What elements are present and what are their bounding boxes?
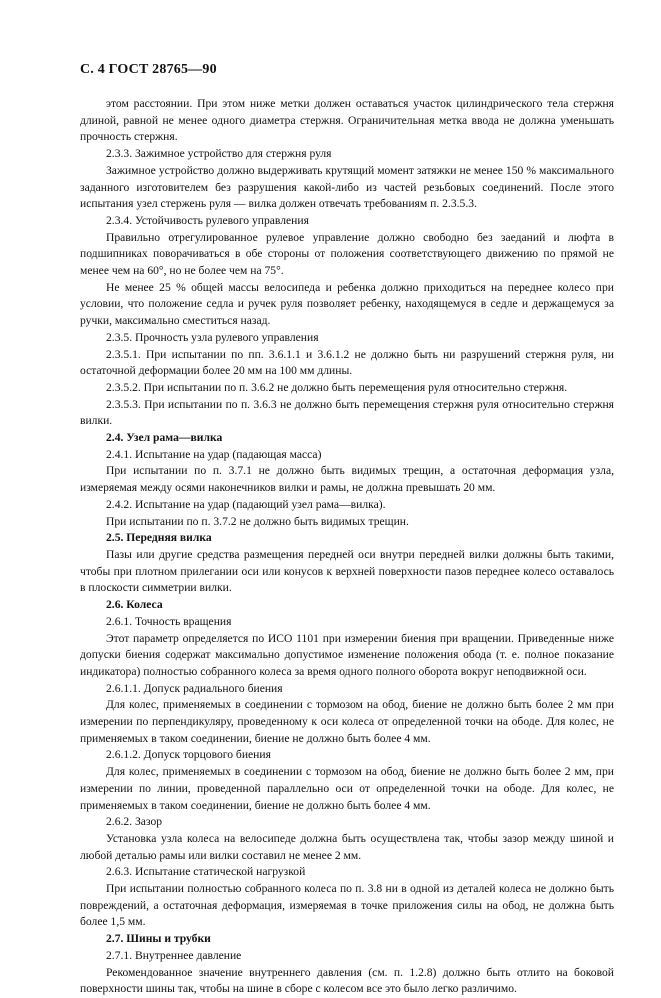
paragraph: При испытании полностью собранного колеса по п. 3.8 ни в одной из деталей колеса не должно быть повреждений, а остаточная деформация, измеряемая в точке приложения силы на обод, не должна быть более 1,5 мм.: [80, 882, 614, 929]
paragraph: Правильно отрегулированное рулевое управление должно свободно без заеданий и люфта в подшипниках поворачиваться в обе стороны от положения соответствующего движению по прямой не менее чем на 60°, но не более чем на 75°.: [80, 230, 614, 278]
paragraph: 2.3.5.3. При испытании по п. 3.6.3 не должно быть перемещения стержня руля относительно стержня вилки.: [80, 397, 614, 428]
paragraph: Зажимное устройство должно выдерживать крутящий момент затяжки не менее 150 % максимального заданного изготовителем без разрушения какой-либо из частей резьбовых соединений. После этого испытания узел стержень руля — вилка должен отвечать требованиям п. 2.3.5.3.: [80, 163, 614, 211]
subsection-heading: 2.6.1.2. Допуск торцового биения: [106, 748, 271, 762]
paragraph: 2.3.5.1. При испытании по пп. 3.6.1.1 и 3.6.1.2 не должно быть ни разрушений стержня руля, ни остаточной деформации более 20 мм на 100 мм длины.: [80, 347, 614, 378]
subsection-heading: 2.3.5. Прочность узла рулевого управления: [106, 330, 319, 344]
subsection-heading: 2.6.1.1. Допуск радиального биения: [106, 681, 283, 695]
subsection-heading: 2.7.1. Внутреннее давление: [106, 948, 242, 962]
subsection-heading: 2.6.3. Испытание статической нагрузкой: [106, 865, 306, 879]
paragraph: При испытании по п. 3.7.2 не должно быть видимых трещин.: [106, 514, 409, 528]
subsection-heading: 2.6.1. Точность вращения: [106, 614, 232, 628]
paragraph: При испытании по п. 3.7.1 не должно быть видимых трещин, а остаточная деформация узла, измеряемая между осями наконечников вилки и рамы, не должна превышать 20 мм.: [80, 464, 614, 495]
section-heading: 2.5. Передняя вилка: [106, 531, 212, 545]
paragraph: 2.3.5.2. При испытании по п. 3.6.2 не должно быть перемещения руля относительно стержня.: [106, 380, 568, 394]
paragraph: Для колес, применяемых в соединении с тормозом на обод, биение не должно быть более 2 мм, при измерении по линии, проведенной параллельно оси от определенной точки на ободе. Для колес, не применяемых в таком соединении, биение не должно быть более 4 мм.: [80, 765, 614, 812]
paragraph: этом расстоянии. При этом ниже метки должен оставаться участок цилиндрического тела стержня длиной, равной не менее одного диаметра стержня. Ограничительная метка ввода не должна уменьшать прочность стержня.: [80, 97, 614, 144]
page-header: С. 4 ГОСТ 28765—90: [80, 62, 217, 77]
paragraph: Пазы или другие средства размещения передней оси внутри передней вилки должны быть такими, чтобы при плотном прилегании оси или конусов к верхней поверхности пазов переднее колесо оставалось в плоскости симметрии вилки.: [80, 547, 614, 595]
subsection-heading: 2.4.2. Испытание на удар (падающий узел рама—вилка).: [106, 497, 386, 511]
section-heading: 2.4. Узел рама—вилка: [106, 431, 223, 445]
subsection-heading: 2.6.2. Зазор: [106, 815, 163, 829]
document-body: [80, 96, 614, 998]
paragraph: Для колес, применяемых в соединении с тормозом на обод, биение не должно быть более 2 мм при измерении по перпендикуляру, проведенному к оси колеса от определенной точки на ободе. Для колес, не применяемых в таком соединении, биение не должно быть более 4 мм.: [80, 698, 614, 745]
section-heading: 2.7. Шины и трубки: [106, 932, 211, 946]
paragraph: Установка узла колеса на велосипеде должна быть осуществлена так, чтобы зазор между шиной и любой деталью рамы или вилки составил не менее 2 мм.: [80, 831, 614, 862]
section-heading: 2.6. Колеса: [106, 598, 163, 612]
paragraph: Не менее 25 % общей массы велосипеда и ребенка должно приходиться на переднее колесо при условии, что положение седла и ручек руля позволяет ребенку, находящемуся в седле и держащемуся за ручки, максимально сместиться назад.: [80, 280, 614, 328]
subsection-heading: 2.3.4. Устойчивость рулевого управления: [106, 213, 309, 227]
paragraph: Этот параметр определяется по ИСО 1101 при измерении биения при вращении. Приведенные ниже допуски биения содержат максимально допустимое изменение положения обода (т. е. полное показание индикатора) полностью собранного колеса за время одного полного оборота вокруг неподвижной оси.: [80, 631, 614, 678]
subsection-heading: 2.4.1. Испытание на удар (падающая масса): [106, 447, 322, 461]
subsection-heading: 2.3.3. Зажимное устройство для стержня руля: [106, 147, 332, 161]
paragraph: Рекомендованное значение внутреннего давления (см. п. 1.2.8) должно быть отлито на боковой поверхности шины так, чтобы на шине в сборе с колесом все это было легко различимо.: [80, 965, 614, 996]
